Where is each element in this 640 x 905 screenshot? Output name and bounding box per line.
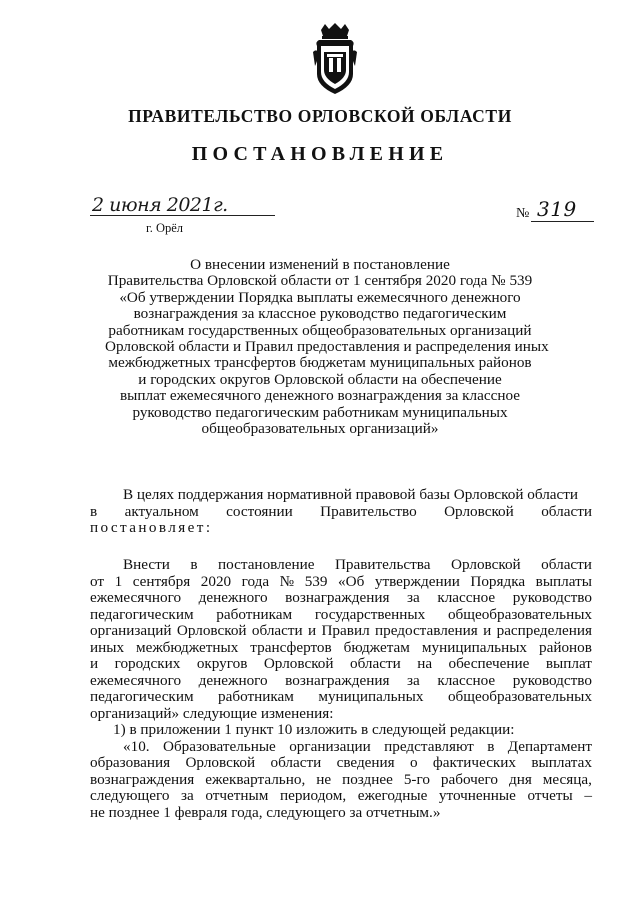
word: образования	[90, 754, 171, 771]
subject-line: руководство педагогическим работникам муниципальных	[132, 403, 508, 421]
preamble-word: в	[90, 502, 98, 520]
preamble-line: В целях поддержания нормативной правовой базы Орловской области	[123, 486, 579, 503]
body-word: области	[541, 556, 592, 573]
word: выплаты	[535, 572, 592, 590]
subject-line: Орловской области и Правил предоставления и распределения иных	[105, 338, 549, 356]
word: иных	[90, 638, 125, 656]
quoted-text-line: не позднее 1 февраля года, следующего за отчетным.»	[90, 803, 441, 821]
word: 2020	[200, 572, 232, 590]
word: выплатах	[531, 754, 592, 771]
subject-line: межбюджетных трансфертов бюджетам муниципальных районов	[108, 354, 532, 372]
body-word: в	[190, 556, 198, 573]
word: за	[181, 787, 194, 804]
word: фактических	[432, 754, 517, 771]
subject-line: «Об утверждении Порядка выплаты ежемесячного денежного	[119, 288, 521, 306]
preamble-paragraph	[90, 487, 592, 537]
date-underline	[90, 215, 275, 216]
word: не	[316, 770, 332, 788]
number-label: №	[516, 206, 530, 221]
word: городских	[114, 655, 181, 672]
body-paragraph	[90, 557, 592, 821]
word: 539	[304, 572, 328, 590]
word: области	[349, 655, 401, 672]
word: рабочего	[440, 770, 498, 788]
body-line	[90, 689, 592, 706]
subject-line: выплат ежемесячного денежного вознаграждения за классное	[120, 387, 520, 405]
word: денежного	[198, 589, 268, 606]
word: следующего	[90, 787, 170, 804]
word: межбюджетных	[136, 638, 239, 656]
amendment-item-1: 1) в приложении 1 пункт 10 изложить в следующей редакции:	[113, 721, 515, 738]
body-word: Внести	[123, 556, 170, 573]
word: руководство	[512, 671, 592, 689]
word: районов	[538, 638, 592, 656]
body-line	[90, 673, 592, 690]
word: организации	[289, 737, 371, 755]
word: организаций	[90, 622, 172, 639]
document-type-title: ПОСТАНОВЛЕНИЕ	[191, 143, 449, 165]
quoted-text-line	[90, 788, 592, 805]
word: руководство	[512, 589, 592, 606]
word: вознаграждения	[90, 770, 195, 788]
word: Правил	[321, 622, 370, 639]
number-underline	[531, 221, 594, 222]
word: сентября	[132, 572, 191, 590]
word: бюджетам	[343, 638, 410, 656]
word: «Об	[338, 572, 365, 590]
word: Орловской	[263, 655, 334, 672]
word: отчеты	[527, 787, 573, 804]
city-label: г. Орёл	[146, 221, 184, 235]
word: утверждении	[374, 572, 460, 590]
preamble-word: Орловской	[444, 502, 514, 520]
word: предоставления	[374, 622, 478, 639]
word: работникам	[218, 688, 294, 705]
body-word: постановление	[218, 556, 315, 573]
word: года	[241, 572, 270, 590]
word: Орловской	[176, 622, 247, 639]
handwritten-number: 319	[537, 197, 577, 221]
word: дня	[508, 770, 532, 788]
word: денежного	[198, 671, 268, 689]
word: и	[483, 622, 492, 639]
word: сведения	[336, 754, 395, 771]
word: общеобразовательных	[447, 605, 592, 623]
word: месяца,	[542, 770, 592, 788]
word: за	[407, 589, 420, 606]
word: ежегодные	[357, 787, 428, 804]
word: Департамент	[507, 737, 592, 755]
word: педагогическим	[90, 605, 194, 623]
body-word: Правительства	[334, 556, 431, 573]
word: области	[251, 622, 303, 639]
word: на	[417, 655, 433, 672]
handwritten-date: 2 июня 2021г.	[92, 194, 228, 216]
word: периодом,	[279, 787, 347, 804]
document-subject	[105, 256, 549, 438]
preamble-line	[90, 504, 592, 521]
word: «10.	[123, 737, 150, 755]
word: работникам	[216, 605, 293, 623]
body-line	[90, 557, 592, 574]
word: уточненные	[438, 787, 516, 804]
preamble-resolves: постановляет:	[90, 519, 213, 536]
subject-line: вознаграждения за классное руководство педагогическим	[133, 305, 507, 323]
body-line	[90, 640, 592, 657]
word: ежеквартально,	[205, 770, 306, 788]
body-line	[90, 607, 592, 624]
word: вознаграждения	[285, 589, 390, 606]
subject-line: и городских округов Орловской области на обеспечение	[138, 370, 502, 388]
subject-line: О внесении изменений в постановление	[190, 256, 450, 273]
word: вознаграждения	[285, 671, 390, 689]
word: за	[407, 671, 420, 689]
word: распределения	[496, 622, 592, 639]
word: Орловской	[185, 754, 256, 771]
word: общеобразовательных	[447, 688, 592, 705]
word: –	[584, 787, 592, 804]
preamble-word: состоянии	[226, 502, 293, 520]
body-line	[90, 574, 592, 591]
word: педагогическим	[90, 688, 194, 705]
subject-line: Правительства Орловской области от 1 сентября 2020 года № 539	[107, 272, 533, 290]
word: представляют	[384, 737, 474, 755]
word: №	[279, 572, 295, 590]
word: классное	[437, 589, 496, 606]
preamble-word: Правительство	[320, 502, 417, 520]
preamble-word: области	[541, 502, 592, 520]
word: выплат	[545, 655, 592, 672]
word: области	[270, 754, 322, 771]
body-line	[90, 623, 592, 640]
quoted-text-line	[90, 772, 592, 789]
word: 1	[114, 572, 123, 590]
body-line	[90, 590, 592, 607]
word: о	[409, 754, 418, 771]
word: округов	[196, 655, 248, 672]
organization-name: ПРАВИТЕЛЬСТВО ОРЛОВСКОЙ ОБЛАСТИ	[128, 106, 512, 126]
word: 5-го	[403, 770, 430, 788]
body-line	[90, 656, 592, 673]
word: и	[90, 655, 99, 672]
word: от	[90, 572, 105, 590]
word: Образовательные	[162, 737, 276, 755]
word: в	[487, 737, 495, 755]
word: и	[308, 622, 317, 639]
body-word: Орловской	[451, 556, 521, 573]
subject-line: работникам государственных общеобразовательных организаций	[108, 321, 532, 339]
word: ежемесячного	[90, 671, 182, 689]
coat-of-arms-emblem	[313, 22, 357, 96]
quoted-text-line	[90, 755, 592, 772]
word: классное	[437, 671, 496, 689]
word: трансфертов	[250, 638, 332, 656]
word: муниципальных	[318, 688, 424, 705]
word: Порядка	[470, 572, 526, 590]
word: государственных	[314, 605, 426, 623]
word: ежемесячного	[90, 589, 182, 606]
word: позднее	[342, 770, 393, 788]
body-line: организаций» следующие изменения:	[90, 704, 334, 722]
preamble-word: актуальном	[124, 502, 199, 520]
word: отчетным	[205, 787, 269, 804]
quoted-text-line	[90, 739, 592, 756]
word: обеспечение	[448, 655, 530, 672]
word: муниципальных	[421, 638, 528, 656]
subject-line: общеобразовательных организаций»	[201, 420, 439, 438]
